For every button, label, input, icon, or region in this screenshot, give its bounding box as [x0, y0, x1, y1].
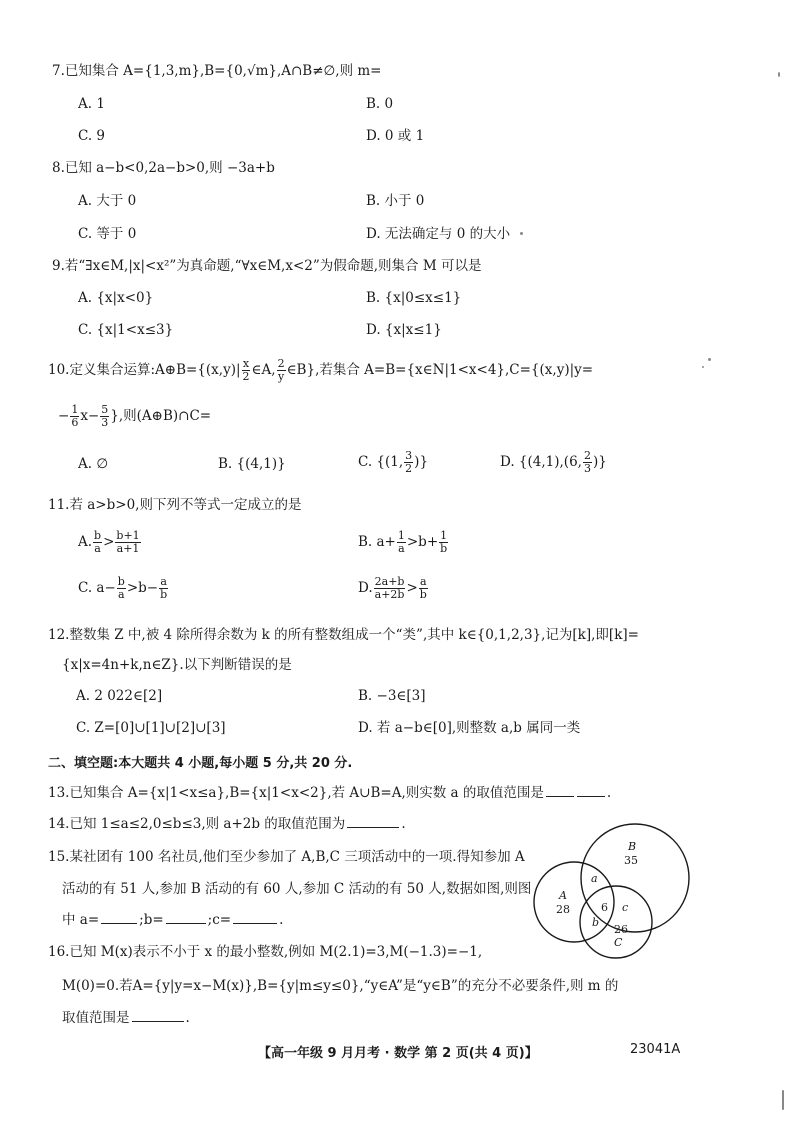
venn-center: 6 [601, 901, 608, 914]
q9-option-a: A. {x|x<0} [78, 290, 154, 306]
venn-value-b: 35 [624, 854, 638, 867]
q7-option-b: B. 0 [366, 96, 394, 112]
q10-option-c: C. {(1, $\frac{3}{2}$ )} [358, 449, 429, 475]
venn-diagram [528, 815, 698, 965]
answer-blank[interactable] [132, 1009, 184, 1022]
page-footer: 【高一年级 9 月月考 · 数学 第 2 页(共 4 页)】 [258, 1046, 538, 1061]
q12-option-a: A. 2 022∈[2] [76, 688, 163, 704]
q15-line2: 活动的有 51 人,参加 B 活动的有 60 人,参加 C 活动的有 50 人,数据如图,则图 [62, 881, 532, 897]
q12-stem-line1: 12.整数集 Z 中,被 4 除所得余数为 k 的所有整数组成一个“类”,其中 k∈{0,1,2,3},记为[k],即[k]= [48, 627, 639, 643]
q11-option-c: C. a− $\frac{b}{a}$ >b− $\frac{a}{b}$ [78, 575, 168, 601]
fraction: $\frac{b}{a}$ [94, 529, 102, 555]
q8-option-d: D. 无法确定与 0 的大小 [366, 226, 511, 242]
q12-option-c: C. Z=[0]∪[1]∪[2]∪[3] [76, 720, 226, 736]
scan-speck [708, 358, 711, 361]
fraction: $\frac{2a+b}{a+2b}$ [374, 575, 405, 601]
q7-option-d: D. 0 或 1 [366, 128, 425, 144]
answer-blank[interactable] [577, 784, 605, 797]
q9-option-b: B. {x|0≤x≤1} [366, 290, 462, 306]
fraction: $\frac{b}{a}$ [117, 575, 125, 601]
q16-line2: M(0)=0.若A={y|y=x−M(x)},B={y|m≤y≤0},“y∈A”是“y∈B”的充分不必要条件,则 m 的 [62, 978, 619, 994]
exam-code: 23041A [630, 1042, 681, 1057]
q8-option-c: C. 等于 0 [78, 226, 137, 242]
q9-stem: 9.若“∃x∈M,|x|<x²”为真命题,“∀x∈M,x<2”为假命题,则集合 M 可以是 [52, 258, 482, 274]
section-heading: 二、填空题:本大题共 4 小题,每小题 5 分,共 20 分. [48, 756, 353, 771]
venn-value-a: 28 [556, 903, 570, 916]
venn-region-b: b [592, 916, 600, 929]
fraction: $\frac{2}{y}$ [277, 357, 285, 383]
q11-option-d: D. $\frac{2a+b}{a+2b}$ > $\frac{a}{b}$ [358, 575, 427, 601]
q12-stem-line2: {x|x=4n+k,n∈Z}.以下判断错误的是 [62, 657, 292, 673]
fraction: $\frac{a}{b}$ [419, 575, 427, 601]
q12-option-d: D. 若 a−b∈[0],则整数 a,b 属同一类 [358, 720, 581, 736]
q9-option-c: C. {x|1<x≤3} [78, 322, 174, 338]
q10-option-d: D. {(4,1),(6, $\frac{2}{3}$ )} [500, 449, 607, 475]
q15-line1: 15.某社团有 100 名社员,他们至少参加了 A,B,C 三项活动中的一项.得知参加 A [48, 849, 525, 865]
q8-stem: 8.已知 a−b<0,2a−b>0,则 −3a+b [52, 160, 275, 176]
fraction: $\frac{1}{b}$ [440, 529, 448, 555]
answer-blank[interactable] [347, 815, 399, 828]
answer-blank[interactable] [166, 911, 206, 924]
fraction: $\frac{1}{6}$ [71, 403, 79, 429]
scan-speck [782, 1090, 784, 1110]
q7-option-c: C. 9 [78, 128, 106, 144]
q10-stem-line1: 10.定义集合运算:A⊕B={(x,y)| $\frac{x}{2}$ ∈A, $\frac{2}{y}$ ∈B},若集合 A=B={x∈N|1<x<4},C={(x,y)|y= [48, 357, 594, 383]
answer-blank[interactable] [101, 911, 137, 924]
q7-stem: 7.已知集合 A={1,3,m},B={0,√m},A∩B≠∅,则 m= [52, 63, 382, 79]
fraction: $\frac{2}{3}$ [583, 449, 591, 475]
fraction: $\frac{b+1}{a+1}$ [116, 529, 140, 555]
q11-option-b: B. a+ $\frac{1}{a}$ >b+ $\frac{1}{b}$ [358, 529, 448, 555]
q8-option-b: B. 小于 0 [366, 193, 425, 209]
venn-region-c: c [622, 901, 629, 914]
fraction: $\frac{x}{2}$ [242, 357, 250, 383]
venn-value-c: 26 [614, 923, 628, 936]
venn-label-b: B [628, 840, 637, 853]
q8-option-a: A. 大于 0 [78, 193, 137, 209]
q10-option-a: A. ∅ [78, 456, 109, 472]
q10-option-b: B. {(4,1)} [218, 456, 286, 472]
fraction: $\frac{3}{2}$ [405, 449, 413, 475]
fraction: $\frac{a}{b}$ [160, 575, 168, 601]
q12-option-b: B. −3∈[3] [358, 688, 426, 704]
q11-stem: 11.若 a>b>0,则下列不等式一定成立的是 [48, 497, 302, 513]
answer-blank[interactable] [233, 911, 277, 924]
fraction: $\frac{1}{a}$ [397, 529, 405, 555]
q11-option-a: A. $\frac{b}{a}$ > $\frac{b+1}{a+1}$ [78, 529, 140, 555]
fraction: $\frac{5}{3}$ [101, 403, 109, 429]
q9-option-d: D. {x|x≤1} [366, 322, 442, 338]
venn-label-a: A [559, 889, 567, 902]
scan-speck [778, 72, 780, 77]
venn-region-a: a [591, 872, 598, 885]
answer-blank[interactable] [546, 784, 574, 797]
q10-stem-line2: − $\frac{1}{6}$ x− $\frac{5}{3}$ },则(A⊕B)∩C= [58, 403, 212, 429]
scan-speck [702, 366, 704, 368]
q16-line3: 取值范围是 . [62, 1010, 190, 1026]
q7-option-a: A. 1 [78, 96, 105, 112]
q16-line1: 16.已知 M(x)表示不小于 x 的最小整数,例如 M(2.1)=3,M(−1.3)=−1, [48, 944, 483, 960]
q13: 13.已知集合 A={x|1<x≤a},B={x|1<x<2},若 A∪B=A,则实数 a 的取值范围是 . [48, 785, 612, 801]
q15-line3: 中 a= ;b= ;c= . [62, 912, 284, 928]
q14: 14.已知 1≤a≤2,0≤b≤3,则 a+2b 的取值范围为 . [48, 816, 406, 832]
scan-speck [520, 232, 523, 235]
venn-label-c: C [614, 936, 623, 949]
